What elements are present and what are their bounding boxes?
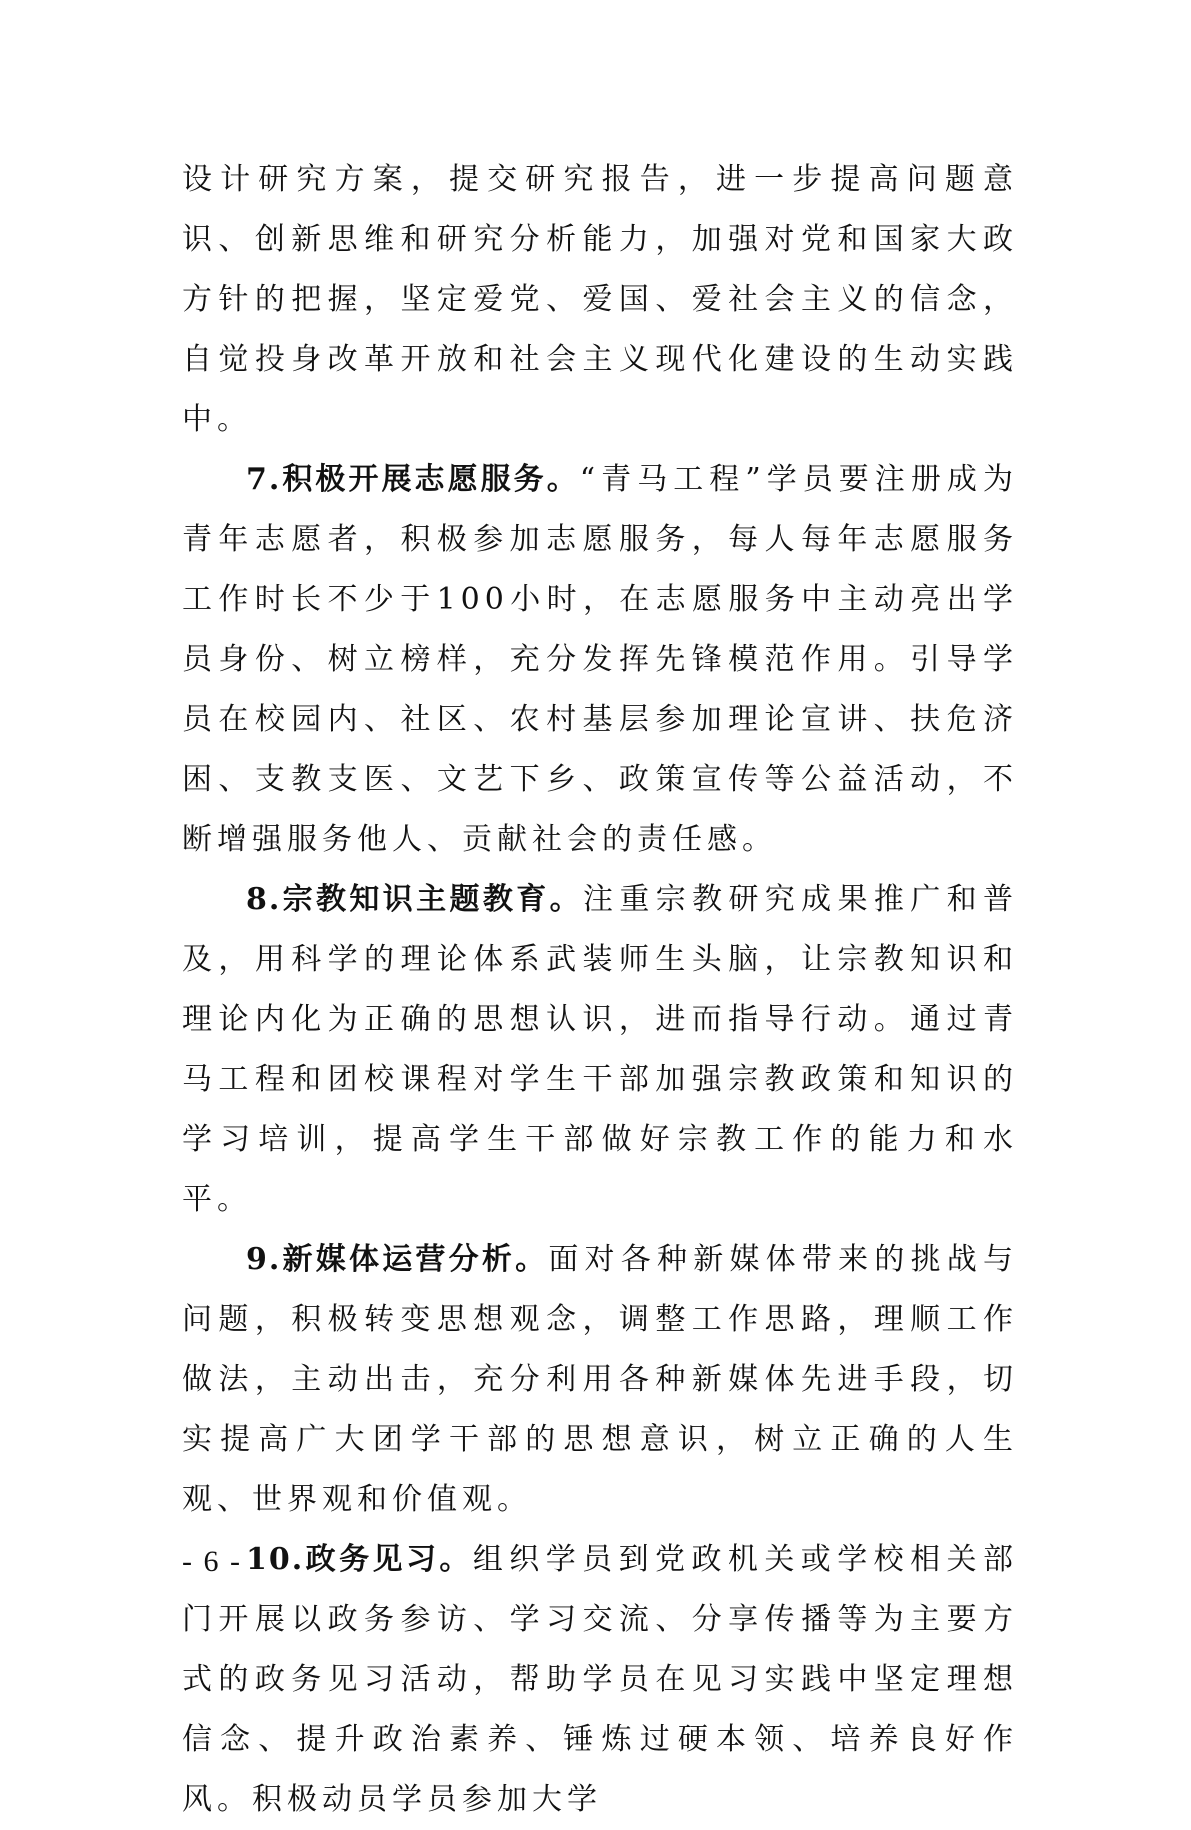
paragraph-body: “青马工程”学员要注册成为青年志愿者，积极参加志愿服务，每人每年志愿服务工作时长不少于100小时，在志愿服务中主动亮出学员身份、树立榜样，充分发挥先锋模范作用。引导学员在校园内、社区、农村基层参加理论宣讲、扶危济困、支教支医、文艺下乡、政策宣传等公益活动，不断增强服务他人、贡献社会的责任感。	[182, 462, 1018, 857]
paragraph-volunteer-service	[182, 450, 1018, 870]
section-heading: 8.宗教知识主题教育。	[246, 882, 583, 917]
paragraph-body: 注重宗教研究成果推广和普及，用科学的理论体系武装师生头脑，让宗教知识和理论内化为正确的思想认识，进而指导行动。通过青马工程和团校课程对学生干部加强宗教政策和知识的学习培训，提高学生干部做好宗教工作的能力和水平。	[182, 882, 1019, 1217]
paragraph-body: 组织学员到党政机关或学校相关部门开展以政务参访、学习交流、分享传播等为主要方式的政务见习活动，帮助学员在见习实践中坚定理想信念、提升政治素养、锤炼过硬本领、培养良好作风。积极动员学员参加大学	[182, 1542, 1019, 1817]
paragraph-body: 设计研究方案，提交研究报告，进一步提高问题意识、创新思维和研究分析能力，加强对党和国家大政方针的把握，坚定爱党、爱国、爱社会主义的信念，自觉投身改革开放和社会主义现代化建设的生动实践中。	[182, 162, 1018, 437]
paragraph-continuation	[182, 150, 1018, 450]
paragraph-government-internship	[182, 1530, 1018, 1830]
paragraph-religion-education	[182, 870, 1018, 1230]
section-heading: 10.政务见习。	[246, 1542, 473, 1577]
section-heading: 9.新媒体运营分析。	[246, 1242, 549, 1277]
paragraph-body: 面对各种新媒体带来的挑战与问题，积极转变思想观念，调整工作思路，理顺工作做法，主动出击，充分利用各种新媒体先进手段，切实提高广大团学干部的思想意识，树立正确的人生观、世界观和价值观。	[182, 1242, 1018, 1517]
paragraph-new-media	[182, 1230, 1018, 1530]
document-body	[182, 150, 1018, 1830]
section-heading: 7.积极开展志愿服务。	[246, 462, 580, 497]
page-number: - 6 -	[182, 1545, 242, 1578]
